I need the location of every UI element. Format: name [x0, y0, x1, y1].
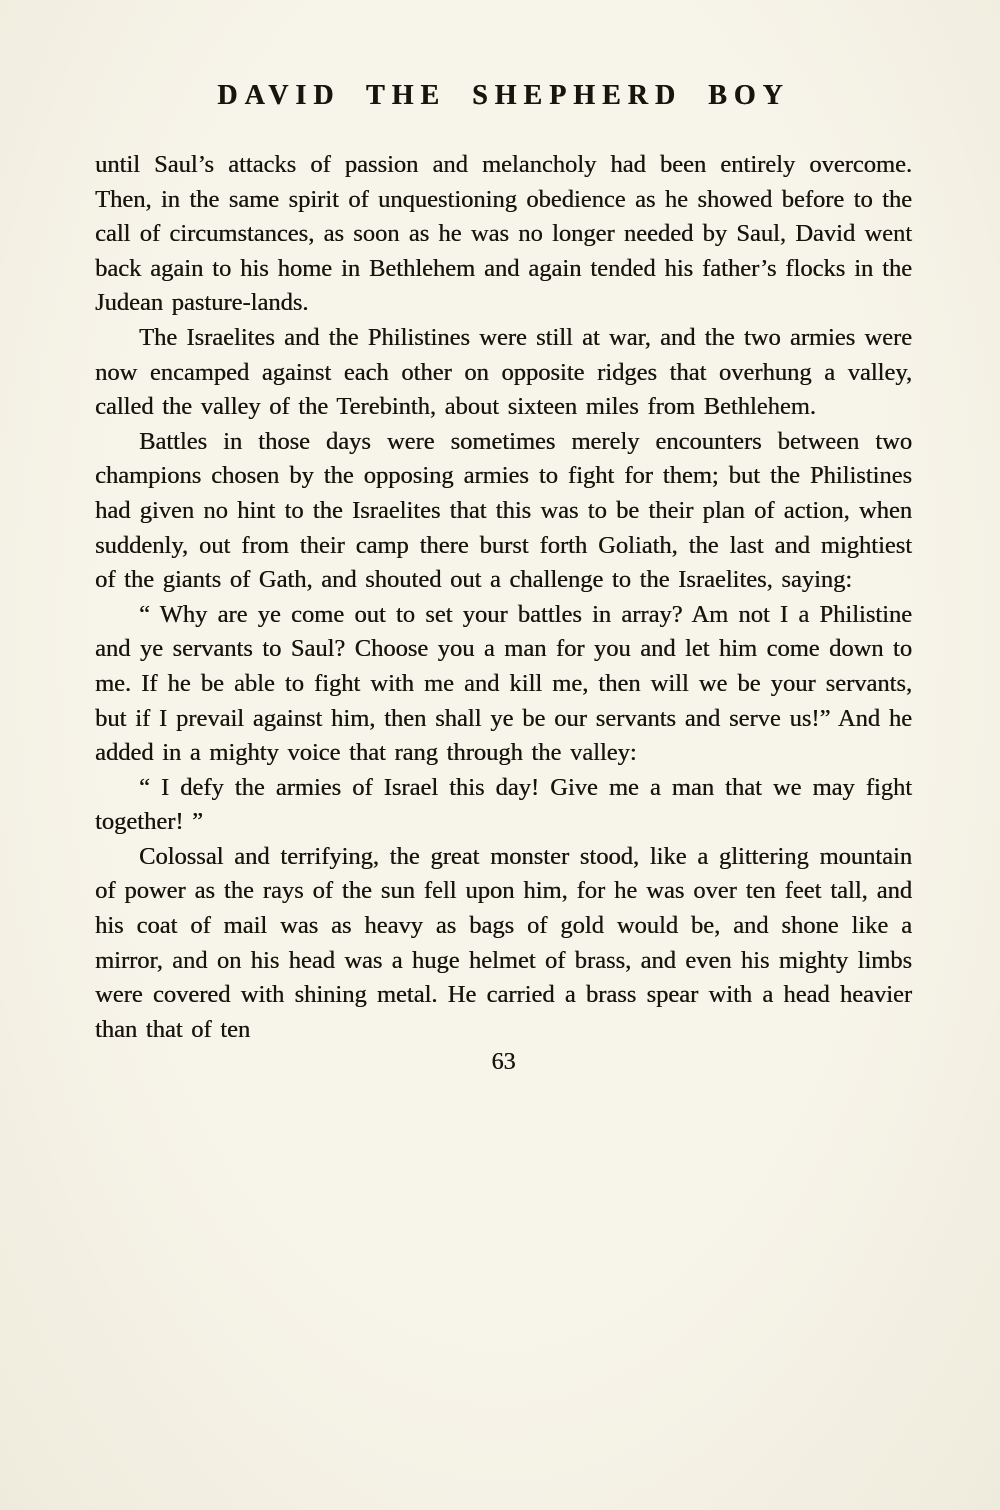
- paragraph: The Israelites and the Philistines were still at war, and the two armies were now encamped against each other on opposite ridges that overhung a valley, called the valley of the Terebinth, about sixteen miles from Bethlehem.: [95, 323, 912, 421]
- paragraph: until Saul’s attacks of passion and melancholy had been entirely overcome. Then, in the same spirit of unquestioning obedience as he showed before to the call of circumstances, as soon as he was no longer needed by Saul, David went back again to his home in Bethlehem and again tended his father’s flocks in the Judean pasture-lands.: [95, 151, 912, 317]
- paragraph: “ I defy the armies of Israel this day! Give me a man that we may fight together! ”: [95, 773, 912, 836]
- page-number: 63: [491, 1049, 516, 1076]
- paragraph: “ Why are ye come out to set your battles in array? Am not I a Philistine and ye servants to Saul? Choose you a man for you and let him come down to me. If he be able to fight with me and kill me, then will we be your servants, but if I prevail against him, then shall ye be our servants and serve us!” And he added in a mighty voice that rang through the valley:: [95, 600, 912, 767]
- paragraph: Colossal and terrifying, the great monster stood, like a glittering mountain of power as the rays of the sun fell upon him, for he was over ten feet tall, and his coat of mail was as heavy as bags of gold would be, and shone like a mirror, and on his head was a huge helmet of brass, and even his mighty limbs were covered with shining metal. He carried a brass spear with a head heavier than that of ten: [95, 842, 912, 1043]
- paragraph: Battles in those days were sometimes merely encounters between two champions chosen by the opposing armies to fight for them; but the Philistines had given no hint to the Israelites that this was to be their plan of action, when suddenly, out from their camp there burst forth Goliath, the last and mightiest of the giants of Gath, and shouted out a challenge to the Israelites, saying:: [95, 427, 912, 594]
- page-title: DAVID THE SHEPHERD BOY: [217, 80, 790, 111]
- body-text: [95, 148, 912, 1047]
